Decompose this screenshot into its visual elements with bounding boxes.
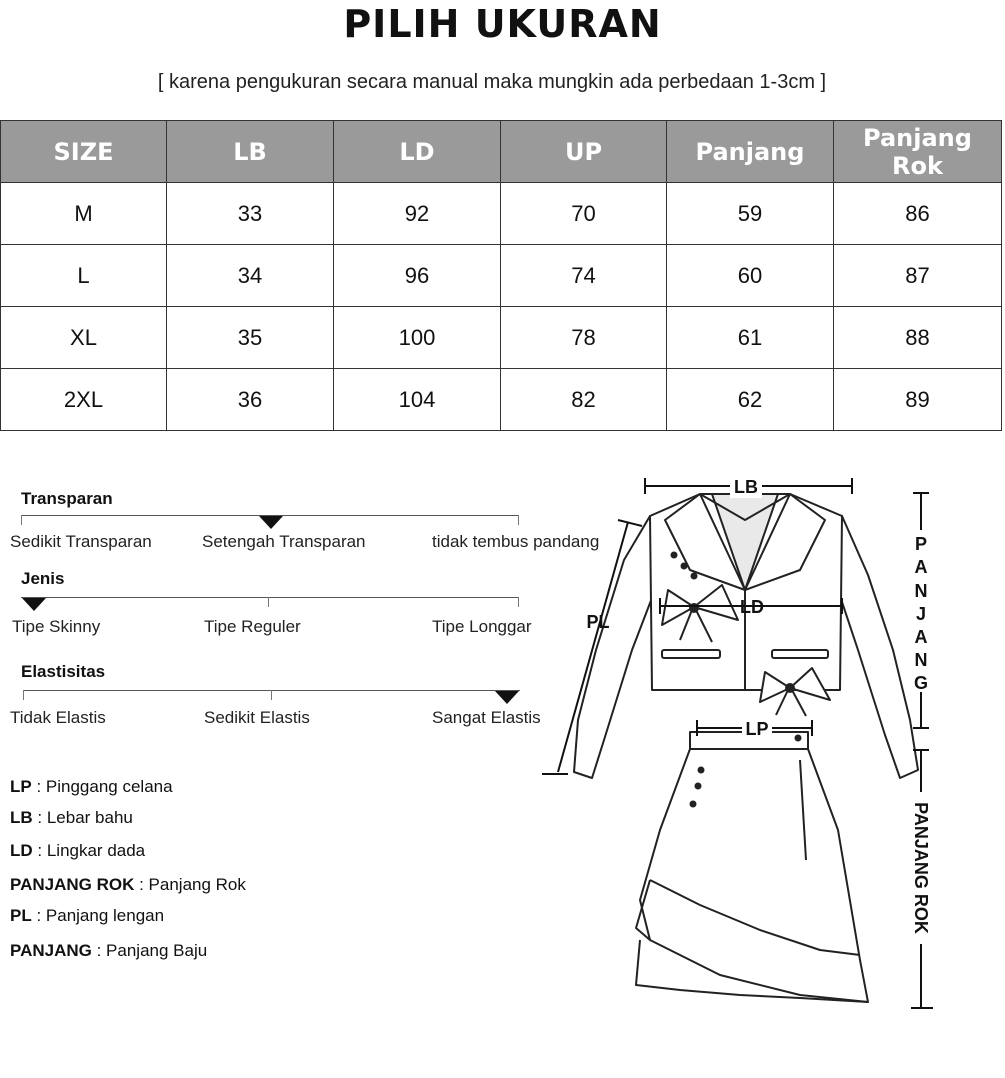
panjang-rok-label: PANJANG ROK [911,802,931,934]
legend-key: LD [10,841,33,860]
legend-value: : Panjang Rok [134,875,246,894]
legend-value: : Lebar bahu [32,808,133,827]
table-cell: 61 [667,307,834,369]
column-header-panjang-rok: Panjang Rok [834,121,1002,183]
fit-type-option-skinny: Tipe Skinny [12,617,101,636]
fit-type-scale-title: Jenis [21,569,65,588]
table-cell: 74 [501,245,667,307]
table-cell: 36 [167,369,334,431]
panjang-letter: N [914,581,928,601]
table-cell: 88 [834,307,1002,369]
ld-label: LD [740,597,764,617]
legend-value: : Lingkar dada [32,841,146,860]
legend-value: : Pinggang celana [31,777,173,796]
table-cell: 86 [834,183,1002,245]
table-cell: XL [1,307,167,369]
fit-type-option-regular: Tipe Reguler [204,617,301,636]
column-header-lb: LB [167,121,334,183]
column-header-panjang: Panjang [667,121,834,183]
page-title: PILIH UKURAN [343,2,662,46]
lb-label: LB [734,477,758,497]
table-cell: 104 [334,369,501,431]
skirt-illustration [636,732,868,1002]
table-cell: 70 [501,183,667,245]
measurement-note: [ karena pengukuran secara manual maka mungkin ada perbedaan 1-3cm ] [157,71,827,93]
legend-key: LP [10,777,32,796]
table-cell: 62 [667,369,834,431]
panjang-letter: P [914,534,928,554]
table-cell: 92 [334,183,501,245]
elasticity-scale-title: Elastisitas [21,662,106,681]
elasticity-option-some: Sedikit Elastis [204,708,310,727]
column-header-up: UP [501,121,667,183]
table-cell: 33 [167,183,334,245]
transparency-option-low: Sedikit Transparan [10,532,152,551]
transparency-option-high: tidak tembus pandang [432,532,600,551]
table-cell: 35 [167,307,334,369]
table-cell: 89 [834,369,1002,431]
table-cell: M [1,183,167,245]
panjang-label [914,534,928,693]
table-cell: L [1,245,167,307]
legend-value: : Panjang lengan [31,906,165,925]
table-cell: 82 [501,369,667,431]
table-cell: 60 [667,245,834,307]
table-cell: 96 [334,245,501,307]
column-header-size: SIZE [1,121,167,183]
legend-value: : Panjang Baju [91,941,208,960]
table-cell: 100 [334,307,501,369]
fit-type-option-loose: Tipe Longgar [432,617,532,636]
table-cell: 59 [667,183,834,245]
legend-key: PL [10,906,32,925]
column-header-ld: LD [334,121,501,183]
panjang-letter: A [914,627,928,647]
table-cell: 2XL [1,369,167,431]
transparency-scale-title: Transparan [21,489,113,508]
legend-key: PANJANG ROK [10,875,135,894]
lp-label: LP [745,719,769,739]
panjang-letter: G [913,673,929,693]
transparency-option-mid: Setengah Transparan [202,532,366,551]
pl-label: PL [586,612,610,632]
elasticity-option-high: Sangat Elastis [432,708,541,727]
table-cell: 78 [501,307,667,369]
table-cell: 87 [834,245,1002,307]
panjang-letter: N [914,650,928,670]
table-cell: 34 [167,245,334,307]
elasticity-option-none: Tidak Elastis [10,708,106,727]
panjang-letter: J [915,604,927,624]
legend-key: LB [10,808,33,827]
panjang-letter: A [914,557,928,577]
legend-key: PANJANG [10,941,92,960]
